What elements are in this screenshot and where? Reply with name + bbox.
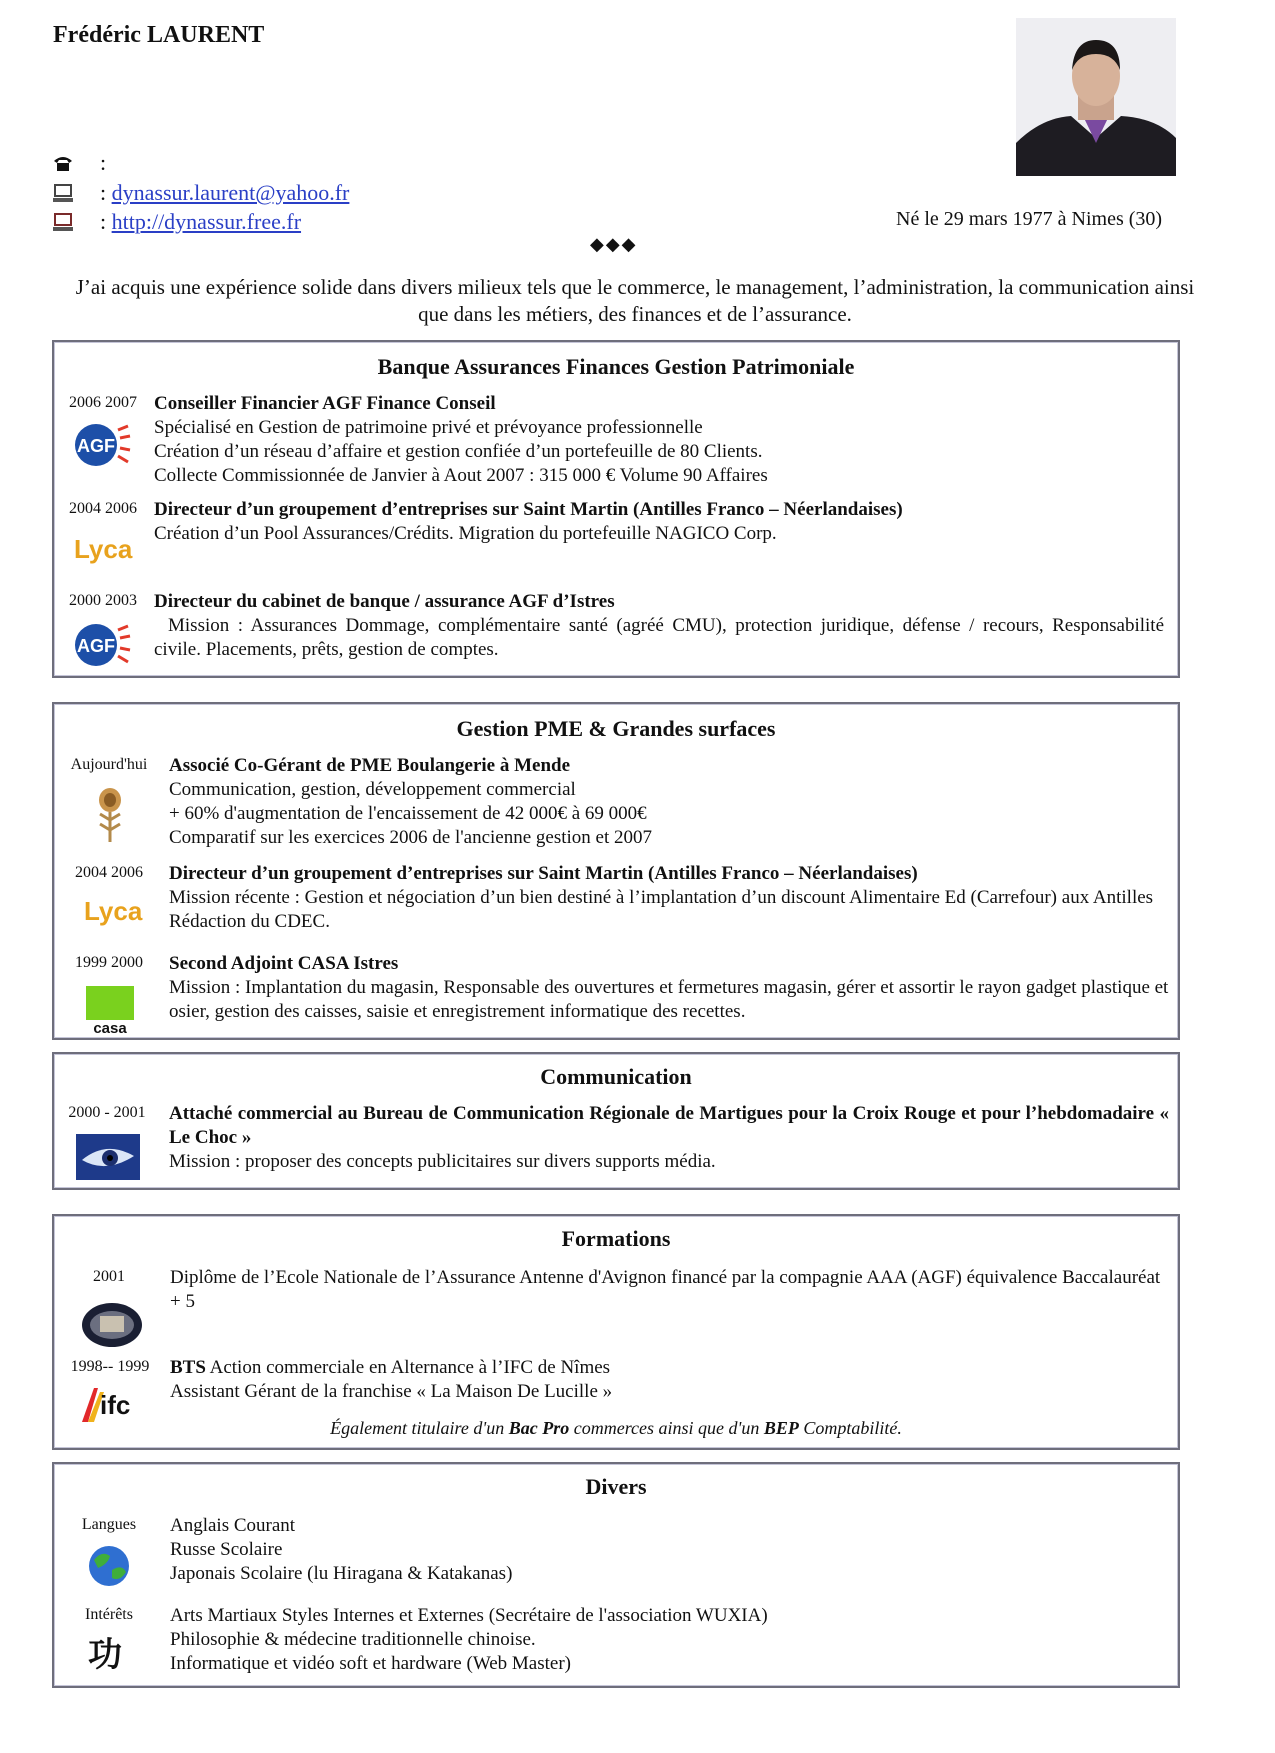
entry-line: Diplôme de l’Ecole Nationale de l’Assurance Antenne d'Avignon financé par la compagnie AAA (AGF) équivalence Baccalauréat + 5	[170, 1267, 1161, 1312]
agf-logo-text: AGF	[77, 636, 115, 656]
kanji-icon-text: 功	[88, 1635, 122, 1674]
bts-label: BTS	[170, 1357, 206, 1378]
entry-title: Directeur d’un groupement d’entreprises sur Saint Martin (Antilles Franco – Néerlandaises)	[169, 863, 918, 884]
school-logo	[80, 1300, 144, 1355]
entry-date: Langues	[81, 1516, 137, 1533]
casa-logo-text: casa	[93, 1020, 127, 1036]
phone-line	[52, 150, 106, 176]
entry-date: 2000 2003	[69, 592, 137, 609]
experience-entry	[169, 1102, 1169, 1174]
entry-date: 1999 2000	[75, 954, 143, 971]
entry-date: 2006 2007	[69, 394, 137, 411]
section-formations	[52, 1214, 1180, 1450]
entry-line: Mission : Assurances Dommage, complémentaire santé (agréé CMU), protection juridique, défense / recours, Responsabilité civile. Placements, prêts, gestion de comptes.	[154, 615, 1164, 660]
note-text: Comptabilité.	[798, 1418, 902, 1438]
entry-date: 2000 - 2001	[68, 1104, 146, 1121]
entry-line: Action commerciale en Alternance à l’IFC de Nîmes	[205, 1357, 611, 1378]
agf-logo	[72, 622, 132, 673]
computer-icon	[52, 212, 74, 232]
ifc-logo-text: ifc	[100, 1390, 131, 1420]
entry-date: 2004 2006	[75, 864, 143, 881]
entry-line: Informatique et vidéo soft et hardware (Web Master)	[170, 1653, 572, 1674]
section-pme	[52, 702, 1180, 1040]
interests-entry	[170, 1604, 1170, 1676]
candidate-name: Frédéric LAURENT	[53, 22, 265, 48]
section-banque	[52, 340, 1180, 678]
section-title: Divers	[585, 1474, 647, 1499]
entry-date: Aujourd'hui	[70, 756, 148, 773]
birth-info: Né le 29 mars 1977 à Nimes (30)	[896, 208, 1163, 230]
bakery-logo	[92, 784, 128, 849]
entry-title: Attaché commercial au Bureau de Communication Régionale de Martigues pour la Croix Rouge et pour l’hebdomadaire « Le Choc »	[169, 1103, 1169, 1148]
experience-entry	[154, 498, 1164, 546]
education-entry	[170, 1266, 1170, 1314]
experience-entry	[154, 392, 1164, 488]
entry-line: Mission : Implantation du magasin, Responsable des ouvertures et fermetures magasin, gérer et assortir le rayon gadget plastique et osier, gestion des caisses, saisie et enregistrement informatique des recettes.	[169, 977, 1169, 1022]
languages-entry	[170, 1514, 1170, 1586]
entry-date: 2001	[93, 1268, 125, 1285]
entry-line: Communication, gestion, développement commercial	[169, 779, 576, 800]
profile-photo	[1016, 18, 1176, 176]
entry-title: Directeur d’un groupement d’entreprises sur Saint Martin (Antilles Franco – Néerlandaises)	[154, 499, 903, 520]
email-separator: :	[100, 180, 107, 205]
agf-logo	[72, 422, 132, 473]
section-communication	[52, 1052, 1180, 1190]
entry-title: Conseiller Financier AGF Finance Conseil	[154, 393, 496, 414]
entry-line: + 60% d'augmentation de l'encaissement de 42 000€ à 69 000€	[169, 803, 647, 824]
agf-logo-text: AGF	[77, 436, 115, 456]
kanji-icon	[84, 1630, 140, 1679]
section-divers	[52, 1462, 1180, 1688]
entry-date: 1998-- 1999	[70, 1358, 150, 1375]
entry-line: Arts Martiaux Styles Internes et Externes (Secrétaire de l'association WUXIA)	[170, 1605, 768, 1626]
lyca-logo	[82, 892, 146, 933]
website-line	[52, 209, 301, 235]
email-link[interactable]: dynassur.laurent@yahoo.fr	[111, 180, 350, 205]
experience-entry	[169, 754, 1169, 850]
entry-title: Second Adjoint CASA Istres	[169, 953, 399, 974]
note-bold: BEP	[763, 1418, 799, 1438]
entry-line: Mission récente : Gestion et négociation d’un bien destiné à l’implantation d’un discount Alimentaire Ed (Carrefour) aux Antilles Rédaction du CDEC.	[169, 887, 1154, 932]
entry-line: Philosophie & médecine traditionnelle chinoise.	[170, 1629, 536, 1650]
globe-icon	[84, 1544, 134, 1593]
note-text: commerces ainsi que d'un	[569, 1418, 764, 1438]
experience-entry	[154, 590, 1164, 662]
additional-diplomas	[54, 1416, 1178, 1440]
education-entry	[170, 1356, 1170, 1404]
entry-date: Intérêts	[85, 1606, 133, 1623]
eye-image	[76, 1134, 140, 1185]
entry-line: Japonais Scolaire (lu Hiragana & Katakanas)	[170, 1563, 513, 1584]
lyca-logo-text: Lyca	[74, 534, 133, 564]
experience-entry	[169, 862, 1169, 934]
entry-line: Anglais Courant	[170, 1515, 296, 1536]
website-separator: :	[100, 209, 107, 234]
divider-ornament: ◆◆◆	[590, 234, 638, 254]
note-bold: Bac Pro	[508, 1418, 570, 1438]
entry-line: Création d’un réseau d’affaire et gestion confiée d’un portefeuille de 80 Clients.	[154, 441, 763, 462]
intro-paragraph: J’ai acquis une expérience solide dans divers milieux tels que le commerce, le management, l’administration, la communication ainsi que dans les métiers, des finances et de l’assurance.	[75, 275, 1195, 326]
entry-title: Associé Co-Gérant de PME Boulangerie à Mende	[169, 755, 571, 776]
entry-line: Spécialisé en Gestion de patrimoine privé et prévoyance professionnelle	[154, 417, 703, 438]
section-title: Gestion PME & Grandes surfaces	[456, 716, 776, 741]
phone-icon	[52, 153, 74, 173]
section-title: Communication	[540, 1064, 692, 1089]
website-link[interactable]: http://dynassur.free.fr	[111, 209, 302, 234]
entry-date: 2004 2006	[69, 500, 137, 517]
entry-title: Directeur du cabinet de banque / assurance AGF d’Istres	[154, 591, 615, 612]
lyca-logo	[72, 530, 136, 571]
experience-entry	[169, 952, 1169, 1024]
entry-line: Comparatif sur les exercices 2006 de l'ancienne gestion et 2007	[169, 827, 653, 848]
entry-line: Création d’un Pool Assurances/Crédits. Migration du portefeuille NAGICO Corp.	[154, 523, 777, 544]
entry-line: Collecte Commissionnée de Janvier à Aout 2007 : 315 000 € Volume 90 Affaires	[154, 465, 768, 486]
section-title: Formations	[561, 1226, 671, 1251]
email-line	[52, 180, 349, 206]
computer-icon	[52, 183, 74, 203]
entry-line: Assistant Gérant de la franchise « La Maison De Lucille »	[170, 1381, 613, 1402]
entry-line: Russe Scolaire	[170, 1539, 283, 1560]
casa-logo	[80, 986, 140, 1041]
lyca-logo-text: Lyca	[84, 896, 143, 926]
note-text: Également titulaire d'un	[330, 1418, 509, 1438]
section-title: Banque Assurances Finances Gestion Patrimoniale	[377, 354, 855, 379]
entry-line: Mission : proposer des concepts publicitaires sur divers supports média.	[169, 1151, 716, 1172]
phone-separator: :	[100, 150, 107, 175]
